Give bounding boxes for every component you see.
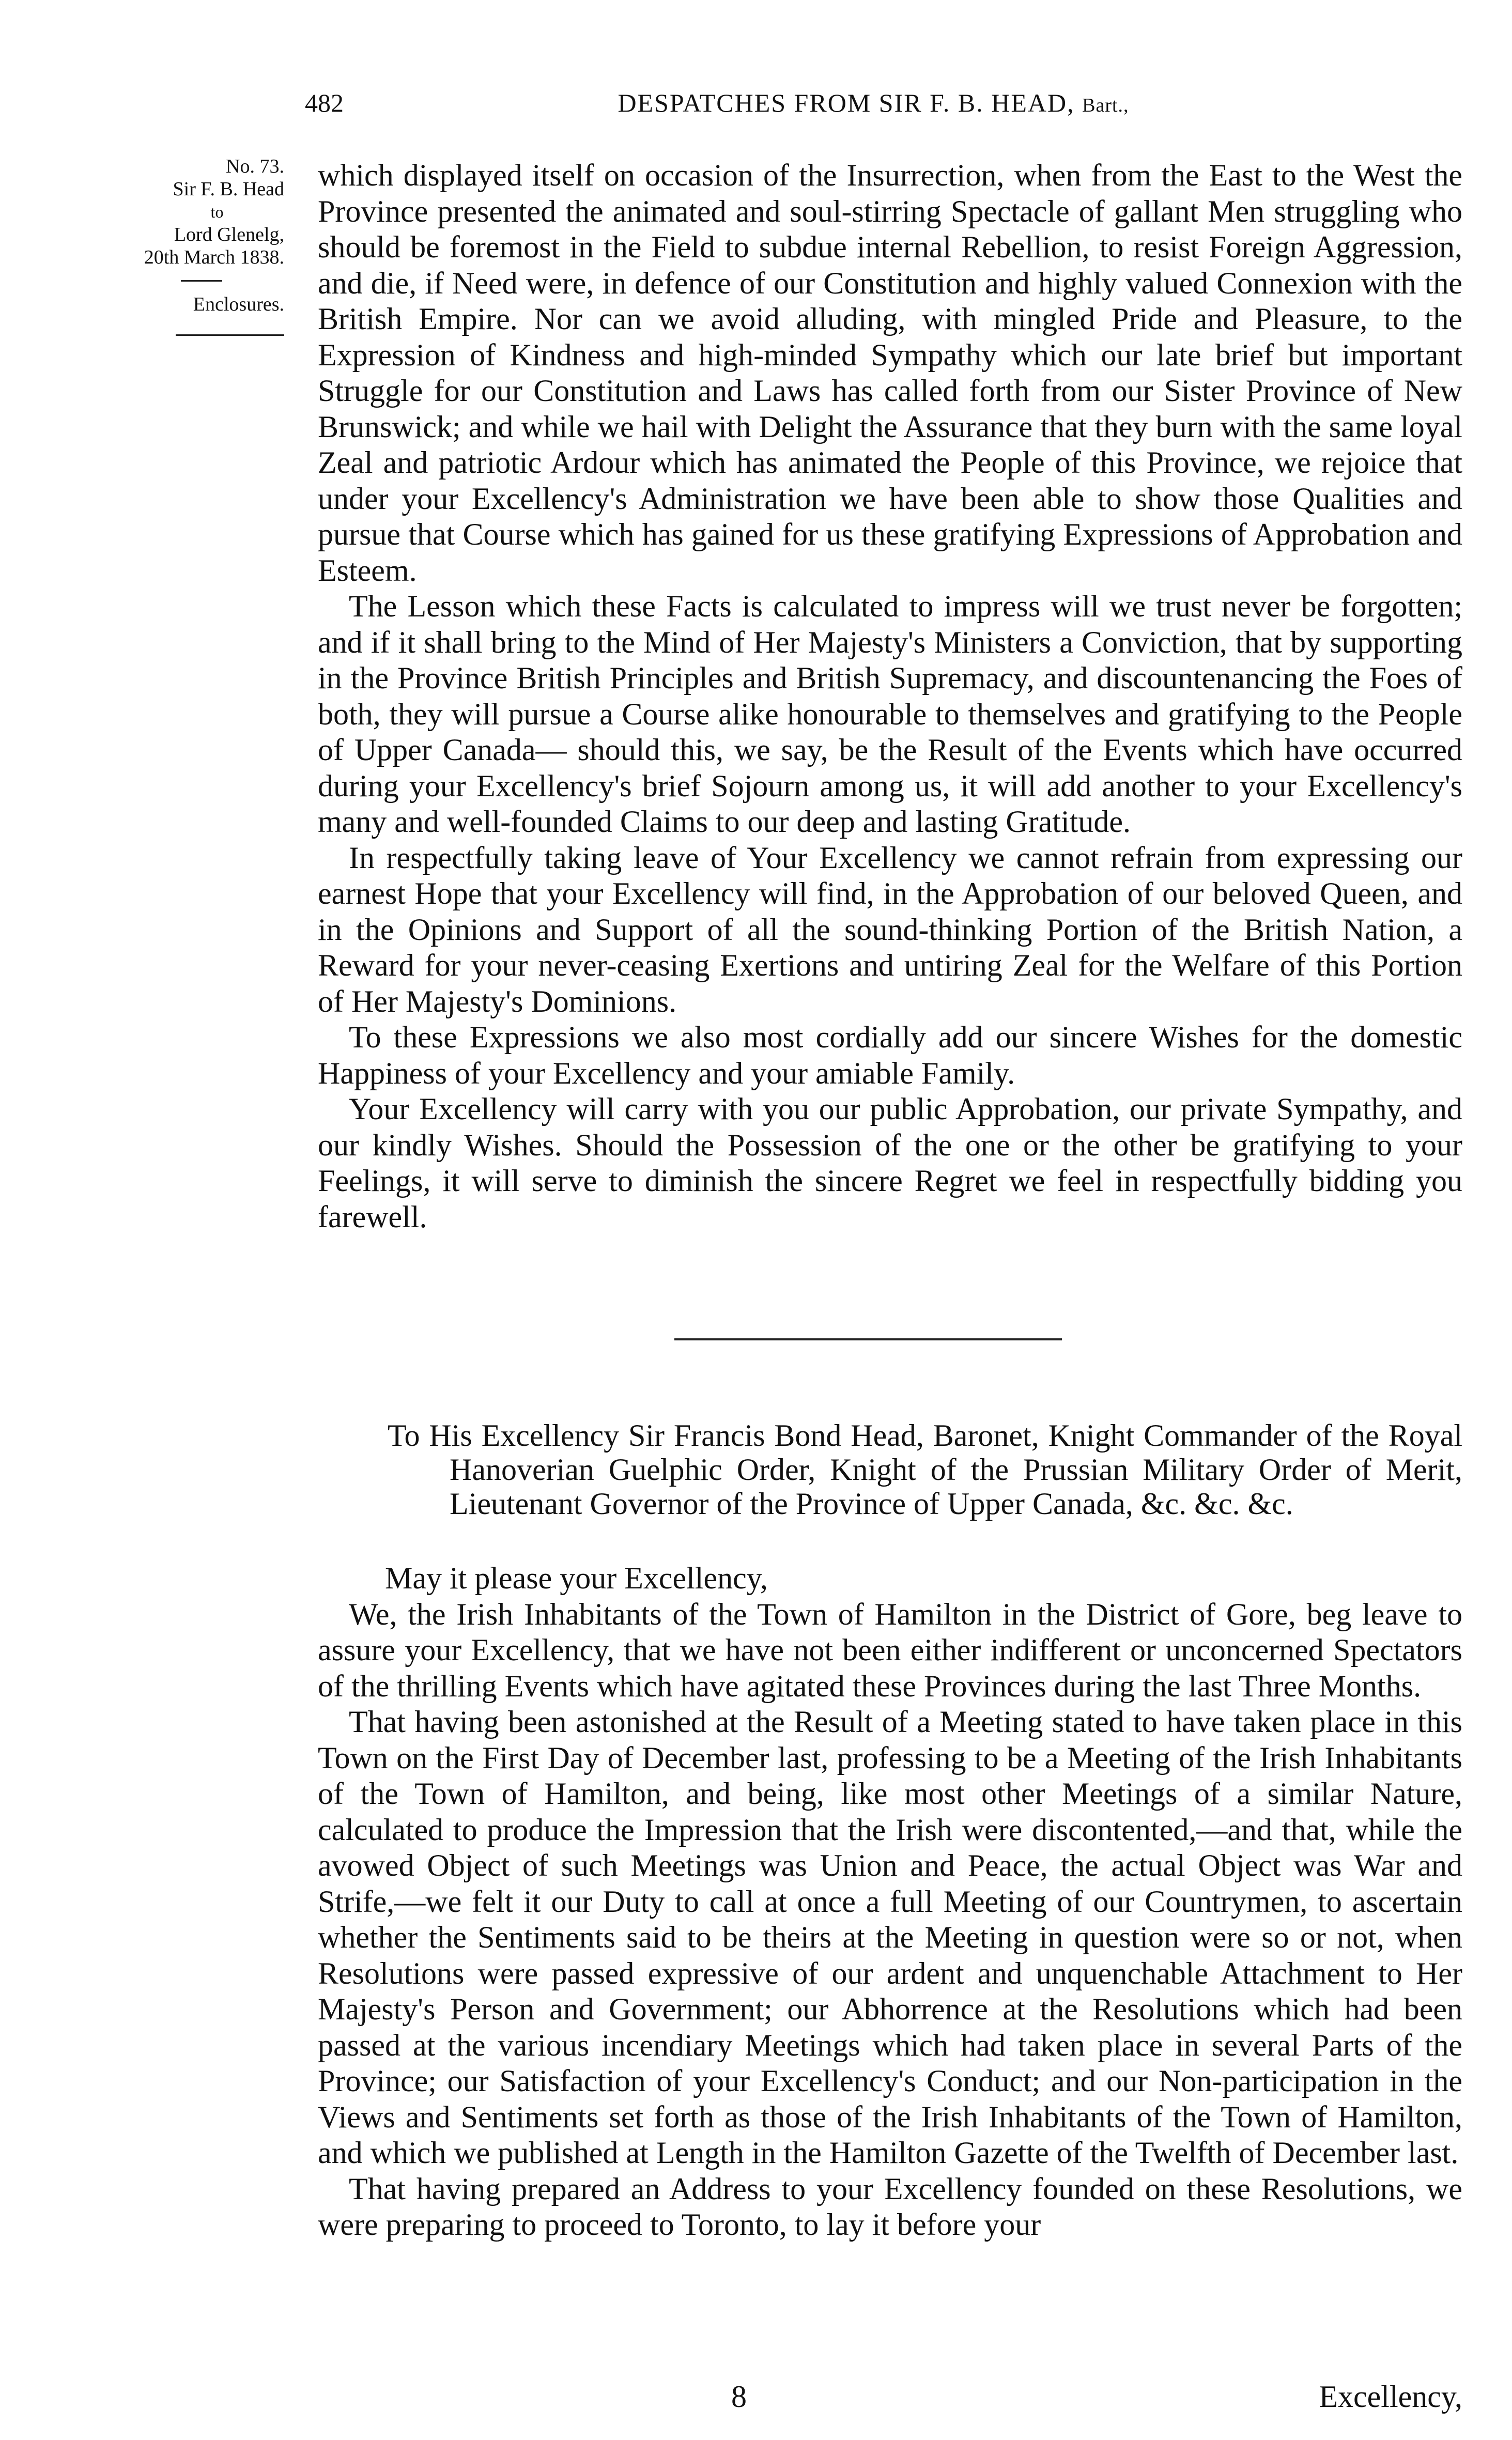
section-divider — [674, 1338, 1062, 1340]
page-header — [305, 88, 1442, 129]
letter-continuation — [318, 158, 1462, 1235]
paragraph: We, the Irish Inhabitants of the Town of Hamilton in the District of Gore, beg leave to assure your Excellency, that we have not been either indifferent or unconcerned Spectators of the thrilling Events which have agitated these Provinces during the last Three Months. — [318, 1597, 1462, 1703]
despatch-to: to — [210, 203, 224, 221]
address-text: To His Excellency Sir Francis Bond Head, Baronet, Knight Commander of the Royal Hanoverian Guelphic Order, Knight of the Prussian Military Order of Merit, Lieutenant Governor of the Province of Upper Canada, &c. &c. &c. — [388, 1418, 1462, 1521]
signature-mark: 8 — [731, 2380, 747, 2414]
catchword: Excellency, — [1319, 2380, 1462, 2414]
running-title-main: DESPATCHES FROM SIR F. B. HEAD, — [618, 88, 1075, 117]
despatch-sender: Sir F. B. Head — [173, 178, 284, 200]
running-title-suffix: Bart., — [1082, 95, 1129, 116]
margin-long-rule — [176, 334, 284, 336]
paragraph: That having prepared an Address to your Excellency founded on these Resolutions, we were preparing to proceed to Toronto, to lay it before your — [318, 2171, 1462, 2242]
paragraph: That having been astonished at the Result of a Meeting stated to have taken place in this Town on the First Day of December last, professing to be a Meeting of the Irish Inhabitants of the Town of Hamilton, and being, like most other Meetings of a similar Nature, calculated to produce the Impression that the Irish were discontented,—and that, while the avowed Object of such Meetings was Union and Peace, the actual Object was War and Strife,—we felt it our Duty to call at once a full Meeting of our Countrymen, to ascertain whether the Sentiments said to be theirs at the Meeting in question were so or not, when Resolutions were passed expressive of our ardent and unquenchable Attachment to Her Majesty's Person and Government; our Abhorrence at the Resolutions which had been passed at the various incendiary Meetings which had taken place in several Parts of the Province; our Satisfaction of your Excellency's Conduct; and our Non-participation in the Views and Sentiments set forth as those of the Irish Inhabitants of the Town of Hamilton, and which we published at Length in the Hamilton Gazette of the Twelfth of December last. — [318, 1705, 1462, 2170]
page-footer — [318, 2379, 1462, 2420]
page-number: 482 — [305, 88, 344, 117]
despatch-date: 20th March 1838. — [144, 246, 284, 268]
address-heading — [388, 1418, 1462, 1521]
paragraph: Your Excellency will carry with you our public Approbation, our private Sympathy, and our kindly Wishes. Should the Possession of the one or the other be gratifying to your Feelings, it will serve to diminish the sincere Regret we feel in respectfully bidding you farewell. — [318, 1092, 1462, 1234]
margin-short-rule — [181, 280, 222, 282]
paragraph: To these Expressions we also most cordially add our sincere Wishes for the domestic Happiness of your Excellency and your amiable Family. — [318, 1020, 1462, 1090]
despatch-recipient: Lord Glenelg, — [174, 224, 284, 245]
margin-note — [88, 155, 284, 336]
enclosures-label: Enclosures. — [193, 294, 284, 315]
paragraph: which displayed itself on occasion of the Insurrection, when from the East to the West the Province presented the animated and soul-stirring Spectacle of gallant Men struggling who should be foremost in the Field to subdue internal Rebellion, to resist Foreign Aggression, and die, if Need were, in defence of our Constitution and highly valued Connexion with the British Empire. Nor can we avoid alluding, with mingled Pride and Pleasure, to the Expression of Kindness and high-minded Sympathy which our late brief but important Struggle for our Constitution and Laws has called forth from our Sister Province of New Brunswick; and while we hail with Delight the Assurance that they burn with the same loyal Zeal and patriotic Ardour which has animated the People of this Province, we rejoice that under your Excellency's Administration we have been able to show those Qualities and pursue that Course which has gained for us these gratifying Expressions of Approbation and Esteem. — [318, 158, 1462, 588]
salutation: May it please your Excellency, — [385, 1561, 768, 1595]
despatch-number: No. 73. — [226, 156, 284, 177]
irish-inhabitants-address — [318, 1561, 1462, 2243]
paragraph: The Lesson which these Facts is calculated to impress will we trust never be forgotten; and if it shall bring to the Mind of Her Majesty's Ministers a Conviction, that by supporting in the Province British Principles and British Supremacy, and discountenancing the Foes of both, they will pursue a Course alike honourable to themselves and gratifying to the People of Upper Canada— should this, we say, be the Result of the Events which have occurred during your Excellency's brief Sojourn among us, it will add another to your Excellency's many and well-founded Claims to our deep and lasting Gratitude. — [318, 589, 1462, 839]
paragraph: In respectfully taking leave of Your Excellency we cannot refrain from expressing our earnest Hope that your Excellency will find, in the Approbation of our beloved Queen, and in the Opinions and Support of all the sound-thinking Portion of the British Nation, a Reward for your never-ceasing Exertions and untiring Zeal for the Welfare of this Portion of Her Majesty's Dominions. — [318, 840, 1462, 1018]
running-title — [305, 88, 1442, 118]
